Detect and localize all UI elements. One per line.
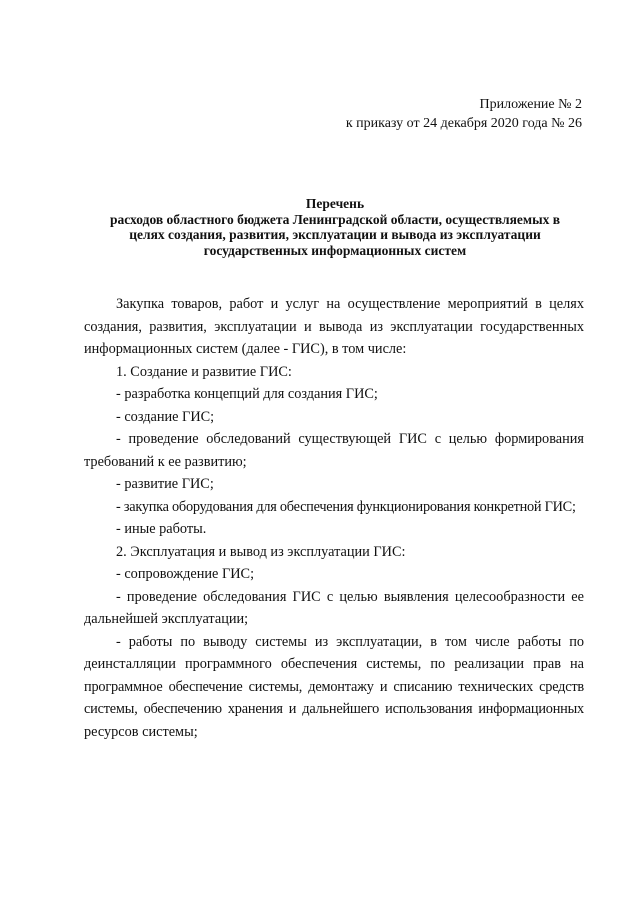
intro-line-2: создания, развития, эксплуатации и вывода из эксплуатации государственных — [84, 318, 584, 335]
list-item-continuation: дальнейшей эксплуатации; — [84, 611, 249, 627]
list-item-continuation: деинсталляции программного обеспечения системы, по реализации прав на — [84, 656, 584, 672]
document-body — [84, 293, 584, 743]
list-item: - создание ГИС; — [116, 408, 215, 425]
appendix-order-reference: к приказу от 24 декабря 2020 года № 26 — [345, 116, 582, 131]
title-line-2: расходов областного бюджета Ленинградской области, осуществляемых в — [109, 211, 561, 227]
appendix-header — [346, 95, 582, 133]
list-item: - развитие ГИС; — [116, 476, 214, 492]
list-item: - проведение обследований существующей ГИС с целью формирования — [116, 431, 584, 447]
title-line-4: государственных информационных систем — [203, 242, 467, 258]
document-title — [80, 196, 590, 258]
list-item: - сопровождение ГИС; — [116, 566, 255, 582]
list-item-continuation: системы, обеспечению хранения и дальнейшего использования информационных — [84, 701, 584, 717]
section-2-heading: 2. Эксплуатация и вывод из эксплуатации ГИС: — [116, 543, 406, 560]
appendix-number: Приложение № 2 — [479, 97, 582, 112]
list-item: - иные работы. — [116, 521, 207, 537]
title-line-3: целях создания, развития, эксплуатации и вывода из эксплуатации — [129, 227, 541, 242]
list-item-continuation: требований к ее развитию; — [84, 453, 247, 470]
list-item: - разработка концепций для создания ГИС; — [116, 386, 378, 402]
intro-line-1: Закупка товаров, работ и услуг на осуществление мероприятий в целях — [116, 296, 584, 312]
list-item-continuation: программное обеспечение системы, демонтажу и списанию технических средств — [84, 678, 584, 695]
list-item: - закупка оборудования для обеспечения функционирования конкретной ГИС; — [116, 498, 576, 515]
intro-line-3: информационных систем (далее - ГИС), в том числе: — [84, 341, 407, 357]
section-1-heading: 1. Создание и развитие ГИС: — [116, 363, 292, 380]
list-item-continuation: ресурсов системы; — [84, 723, 198, 740]
list-item: - работы по выводу системы из эксплуатации, в том числе работы по — [116, 633, 584, 650]
title-line-1: Перечень — [305, 196, 365, 211]
list-item: - проведение обследования ГИС с целью выявления целесообразности ее — [116, 588, 584, 605]
